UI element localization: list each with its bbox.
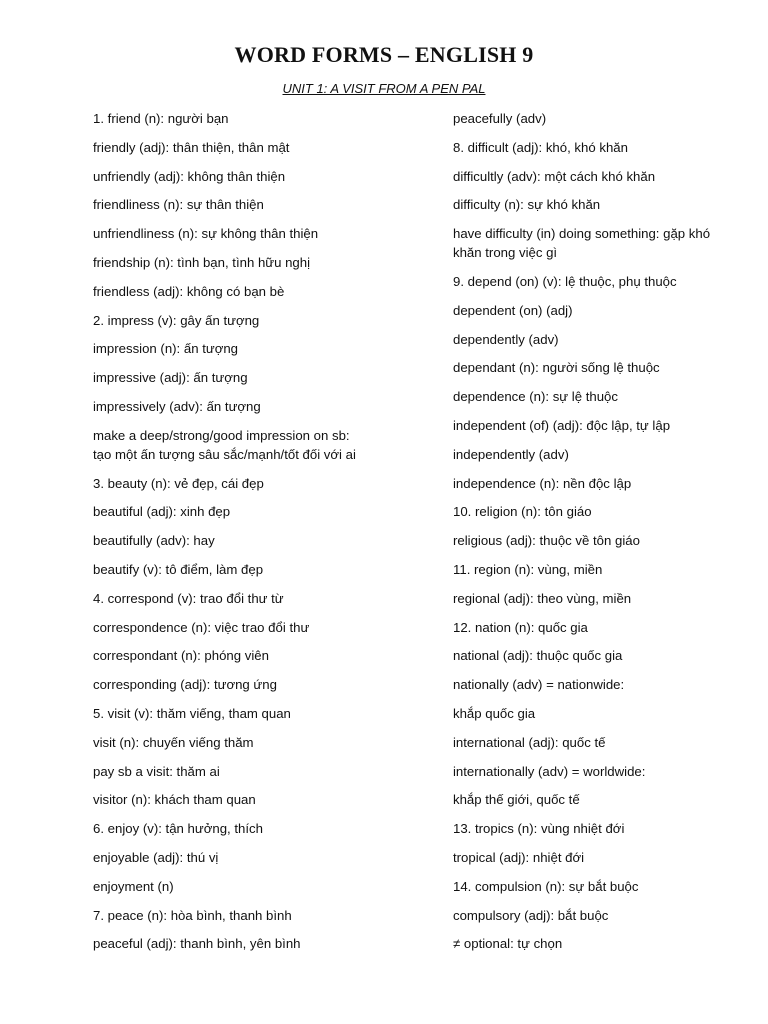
vocab-entry: friendless (adj): không có bạn bè bbox=[93, 283, 285, 299]
vocab-entry: correspondant (n): phóng viên bbox=[93, 648, 269, 664]
vocab-entry: 10. religion (n): tôn giáo bbox=[453, 504, 592, 520]
vocab-entry: 4. correspond (v): trao đổi thư từ bbox=[93, 590, 284, 606]
vocab-entry: unfriendliness (n): sự không thân thiện bbox=[93, 226, 319, 242]
unit-subtitle: UNIT 1: A VISIT FROM A PEN PAL bbox=[282, 81, 486, 96]
vocab-entry: enjoyment (n) bbox=[93, 878, 174, 894]
vocab-entry: 13. tropics (n): vùng nhiệt đới bbox=[453, 821, 625, 837]
vocab-entry: tropical (adj): nhiệt đới bbox=[453, 849, 585, 865]
vocab-entry: friendliness (n): sự thân thiện bbox=[93, 197, 264, 213]
vocab-entry: impressively (adv): ấn tượng bbox=[93, 398, 261, 414]
vocab-entry: khắp thế giới, quốc tế bbox=[453, 792, 580, 808]
vocab-entry: dependent (on) (adj) bbox=[453, 302, 573, 318]
vocab-entry: dependence (n): sự lệ thuộc bbox=[453, 389, 618, 405]
page-title: WORD FORMS – ENGLISH 9 bbox=[234, 42, 534, 67]
vocab-entry: 14. compulsion (n): sự bắt buộc bbox=[453, 878, 639, 894]
vocab-entry: 12. nation (n): quốc gia bbox=[453, 619, 588, 635]
left-column bbox=[93, 109, 365, 963]
vocab-entry: ≠ optional: tự chọn bbox=[453, 936, 563, 952]
vocab-entry: pay sb a visit: thăm ai bbox=[93, 763, 220, 779]
vocab-entry: unfriendly (adj): không thân thiện bbox=[93, 168, 286, 184]
vocab-entry: 8. difficult (adj): khó, khó khăn bbox=[453, 139, 628, 155]
vocab-entry: khắp quốc gia bbox=[453, 705, 536, 721]
vocab-entry: 2. impress (v): gây ấn tượng bbox=[93, 312, 260, 328]
vocab-entry: 5. visit (v): thăm viếng, tham quan bbox=[93, 705, 291, 721]
vocab-entry: religious (adj): thuộc về tôn giáo bbox=[453, 533, 640, 549]
vocab-entry: independently (adv) bbox=[453, 446, 569, 462]
vocab-entry: impression (n): ấn tượng bbox=[93, 341, 239, 357]
vocab-entry: impressive (adj): ấn tượng bbox=[93, 370, 248, 386]
vocab-entry: 3. beauty (n): vẻ đẹp, cái đẹp bbox=[93, 475, 264, 491]
right-column bbox=[453, 109, 723, 963]
vocab-entry: 6. enjoy (v): tận hưởng, thích bbox=[93, 821, 263, 837]
vocab-entry: regional (adj): theo vùng, miền bbox=[453, 590, 632, 606]
vocab-entry: compulsory (adj): bắt buộc bbox=[453, 907, 609, 923]
vocab-entry: internationally (adv) = worldwide: bbox=[453, 763, 646, 779]
vocab-entry: beautify (v): tô điểm, làm đẹp bbox=[93, 561, 264, 577]
vocab-entry: correspondence (n): việc trao đổi thư bbox=[93, 619, 310, 635]
vocab-entry: independent (of) (adj): độc lập, tự lập bbox=[453, 417, 671, 433]
vocab-entry: make a deep/strong/good impression on sb: tạo một ấn tượng sâu sắc/mạnh/tốt đối với ai bbox=[93, 427, 356, 462]
vocab-entry: friendship (n): tình bạn, tình hữu nghị bbox=[93, 254, 311, 270]
vocab-entry: enjoyable (adj): thú vị bbox=[93, 849, 219, 865]
vocab-entry: peaceful (adj): thanh bình, yên bình bbox=[93, 936, 301, 952]
vocab-entry: dependant (n): người sống lệ thuộc bbox=[453, 360, 660, 376]
vocab-entry: corresponding (adj): tương ứng bbox=[93, 677, 277, 693]
vocab-entry: friendly (adj): thân thiện, thân mật bbox=[93, 139, 290, 155]
vocab-entry: nationally (adv) = nationwide: bbox=[453, 677, 625, 693]
vocab-entry: beautiful (adj): xinh đẹp bbox=[93, 504, 231, 520]
vocab-entry: visitor (n): khách tham quan bbox=[93, 792, 256, 808]
vocab-entry: 1. friend (n): người bạn bbox=[93, 111, 229, 126]
vocab-entry: have difficulty (in) doing something: gặp khó khăn trong việc gì bbox=[453, 226, 711, 261]
vocab-entry: beautifully (adv): hay bbox=[93, 533, 215, 549]
vocab-entry: national (adj): thuộc quốc gia bbox=[453, 648, 623, 664]
vocab-entry: international (adj): quốc tế bbox=[453, 734, 606, 750]
vocab-entry: 11. region (n): vùng, miền bbox=[453, 561, 603, 577]
vocab-entry: dependently (adv) bbox=[453, 331, 559, 347]
vocab-entry: difficultly (adv): một cách khó khăn bbox=[453, 168, 656, 184]
vocab-entry: independence (n): nền độc lập bbox=[453, 475, 632, 491]
vocab-entry: visit (n): chuyến viếng thăm bbox=[93, 734, 254, 750]
vocab-entry: difficulty (n): sự khó khăn bbox=[453, 197, 601, 213]
vocab-entry: 9. depend (on) (v): lệ thuộc, phụ thuộc bbox=[453, 273, 677, 289]
vocab-entry: 7. peace (n): hòa bình, thanh bình bbox=[93, 907, 292, 923]
vocab-entry: peacefully (adv) bbox=[453, 111, 547, 126]
